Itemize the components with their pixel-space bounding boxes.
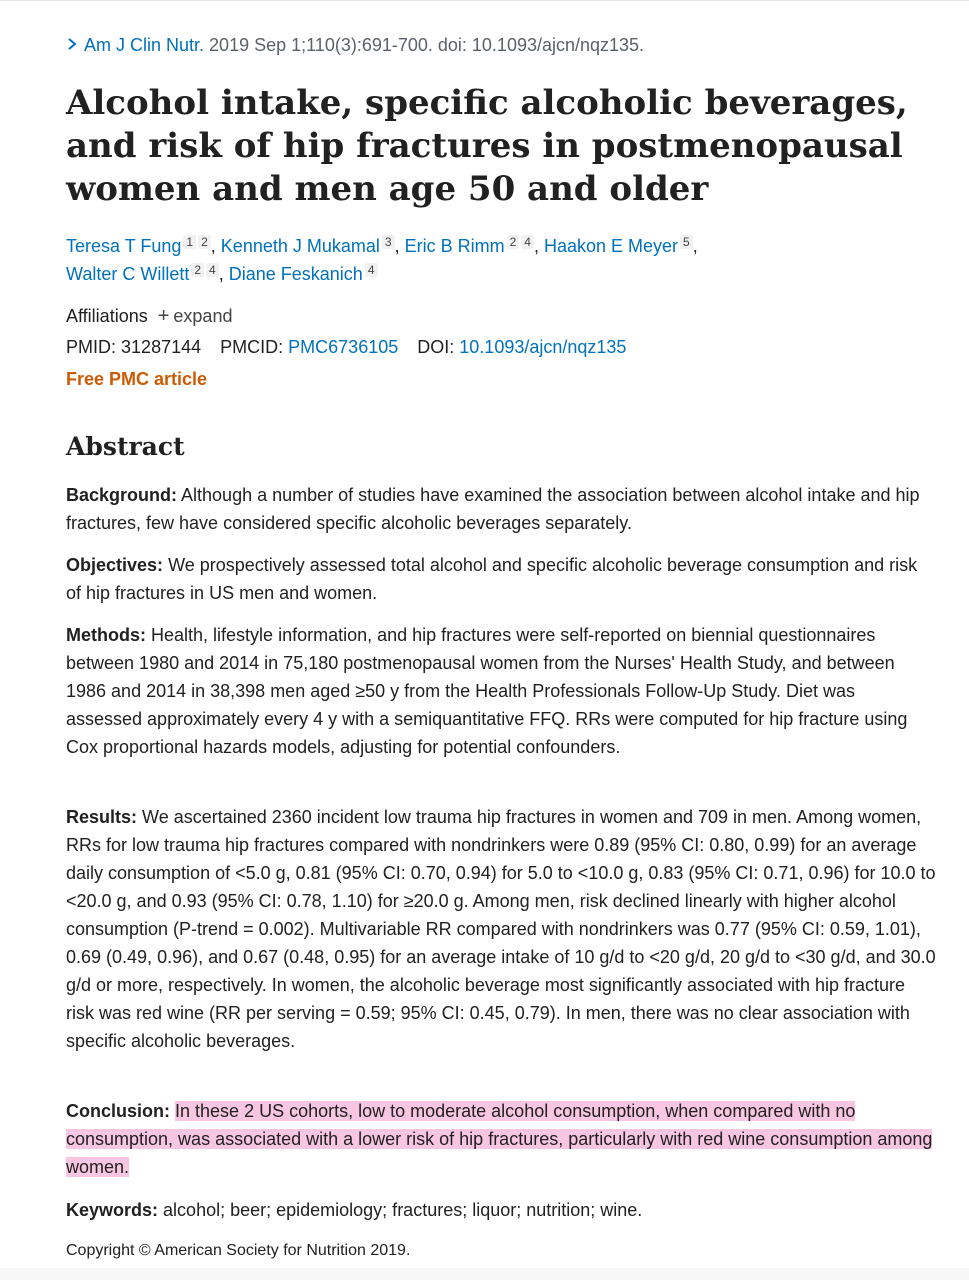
pmid-label: PMID: <box>66 337 117 357</box>
objectives-label: Objectives: <box>66 555 164 575</box>
chevron-right-icon[interactable] <box>66 35 84 56</box>
bottom-band <box>0 1268 969 1280</box>
article-title: Alcohol intake, specific alcoholic beverages, and risk of hip fractures in postmenopausal women and men age 50 and older <box>66 83 908 209</box>
affiliation-ref[interactable]: 2 <box>198 235 211 249</box>
conclusion-text-highlighted: In these 2 US cohorts, low to moderate alcohol consumption, when compared with no consumption, was associated with a lower risk of hip fractures, particularly with red wine consumption among women. <box>66 1101 933 1177</box>
doi-link[interactable]: 10.1093/ajcn/nqz135 <box>459 337 627 357</box>
affiliation-ref[interactable]: 1 <box>183 235 196 249</box>
free-pmc-article-label: Free PMC article <box>66 369 208 389</box>
affiliation-ref[interactable]: 4 <box>206 263 219 277</box>
journal-link[interactable]: Am J Clin Nutr. <box>84 35 205 55</box>
methods-text: Health, lifestyle information, and hip fractures were self-reported on biennial questionnaires between 1980 and 2014 in 75,180 postmenopausal women from the Nurses' Health Study, and between 1986 and 2014 in 38,398 men aged ≥50 y from the Health Professionals Follow-Up Study. Diet was assessed approximately every 4 y with a semiquantitative FFQ. RRs were computed for hip fracture using Cox proportional hazards models, adjusting for potential confounders. <box>66 625 908 757</box>
author-link[interactable]: Teresa T Fung <box>66 236 182 256</box>
methods-label: Methods: <box>66 625 146 645</box>
plus-icon[interactable]: + <box>157 305 170 327</box>
expand-label[interactable]: expand <box>173 306 233 326</box>
affiliation-ref[interactable]: 4 <box>365 263 378 277</box>
author-link[interactable]: Walter C Willett <box>66 264 190 284</box>
identifiers-line <box>66 337 626 358</box>
affiliations-label: Affiliations <box>66 306 148 326</box>
abstract-conclusion <box>66 1097 936 1181</box>
affiliations-toggle[interactable] <box>66 305 232 328</box>
abstract-methods <box>66 621 936 761</box>
citation-details: 2019 Sep 1;110(3):691-700. doi: 10.1093/ajcn/nqz135. <box>209 35 645 55</box>
results-text: We ascertained 2360 incident low trauma hip fractures in women and 709 in men. Among women, RRs for low trauma hip fractures compared with nondrinkers were 0.89 (95% CI: 0.80, 0.99) for an average daily consumption of <5.0 g, 0.81 (95% CI: 0.70, 0.94) for 5.0 to <10.0 g, 0.83 (95% CI: 0.71, 0.96) for 10.0 to <20.0 g, and 0.93 (95% CI: 0.78, 1.10) for ≥20.0 g. Among men, risk declined linearly with higher alcohol consumption (P-trend = 0.002). Multivariable RR compared with nondrinkers was 0.77 (95% CI: 0.59, 1.01), 0.69 (0.49, 0.96), and 0.67 (0.48, 0.95) for an average intake of 10 g/d to <20 g/d, 20 g/d to <30 g/d, and 30.0 g/d or more, respectively. In women, the alcoholic beverage most significantly associated with hip fracture risk was red wine (RR per serving = 0.59; 95% CI: 0.45, 0.79). In men, there was no clear association with specific alcoholic beverages. <box>66 807 936 1051</box>
copyright-notice: Copyright © American Society for Nutrition 2019. <box>66 1242 411 1259</box>
affiliation-ref[interactable]: 2 <box>507 235 520 249</box>
top-divider <box>0 0 969 1</box>
author-list: Teresa T Fung $^1$ $^2$ , Kenneth J Mukamal $^3$ , Eric B Rimm $^2$ $^4$ , Haakon E Meyer $^5$ , Walter C Willett $^2$ $^4$ , Diane Feskanich $^4$ <box>66 235 698 284</box>
author-link[interactable]: Kenneth J Mukamal <box>220 236 380 256</box>
author-link[interactable]: Haakon E Meyer <box>543 236 679 256</box>
affiliation-ref[interactable]: 3 <box>382 235 395 249</box>
abstract-background <box>66 481 936 537</box>
affiliation-ref[interactable]: 4 <box>521 235 534 249</box>
pmid-value: 31287144 <box>121 337 202 357</box>
author-link[interactable]: Eric B Rimm <box>404 236 505 256</box>
objectives-text: We prospectively assessed total alcohol and specific alcoholic beverage consumption and risk of hip fractures in US men and women. <box>66 555 918 603</box>
abstract-keywords <box>66 1196 936 1224</box>
doi-label: DOI: <box>417 337 455 357</box>
background-label: Background: <box>66 485 178 505</box>
pmcid-label: PMCID: <box>220 337 284 357</box>
abstract-objectives <box>66 551 936 607</box>
affiliation-ref[interactable]: 5 <box>680 235 693 249</box>
conclusion-label: Conclusion: <box>66 1101 170 1121</box>
affiliation-ref[interactable]: 2 <box>191 263 204 277</box>
keywords-text: alcohol; beer; epidemiology; fractures; liquor; nutrition; wine. <box>163 1200 643 1220</box>
citation-line <box>66 35 644 56</box>
author-link[interactable]: Diane Feskanich <box>228 264 363 284</box>
pmcid-link[interactable]: PMC6736105 <box>288 337 399 357</box>
abstract-results <box>66 803 936 1055</box>
keywords-label: Keywords: <box>66 1200 159 1220</box>
results-label: Results: <box>66 807 138 827</box>
background-text: Although a number of studies have examined the association between alcohol intake and hip fractures, few have considered specific alcoholic beverages separately. <box>66 485 920 533</box>
abstract-heading: Abstract <box>66 432 185 461</box>
